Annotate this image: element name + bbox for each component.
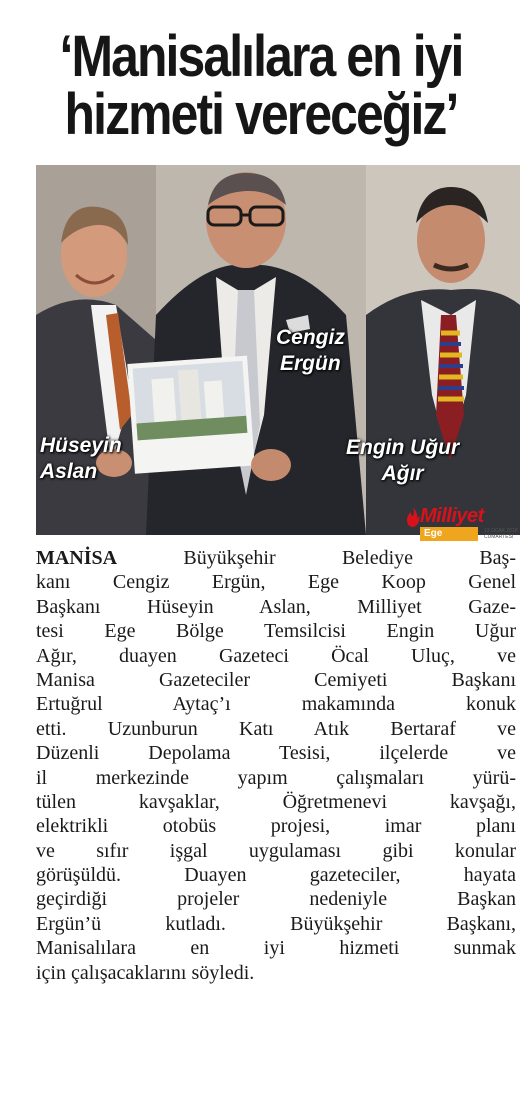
article-line: tesi Ege Bölge Temsilcisi Engin Uğur — [36, 620, 516, 643]
headline-line-2: hizmeti vereceğiz’ — [64, 82, 458, 147]
headline-line-1: ‘Manisalılara en iyi — [59, 24, 463, 89]
article-line: Ergün’ü kutladı. Büyükşehir Başkanı, — [36, 912, 516, 935]
caption-engin-last: Ağır — [381, 462, 424, 485]
article-line: görüşüldü. Duayen gazeteciler, hayata — [36, 864, 516, 887]
caption-cengiz-first: Cengiz — [276, 326, 345, 349]
news-photo — [36, 165, 520, 535]
article-lead: MANİSA — [36, 547, 118, 569]
article-line: ve sıfır işgal uygulaması gibi konular — [36, 839, 516, 862]
article-line: Düzenli Depolama Tesisi, ilçelerde ve — [36, 742, 516, 765]
flame-icon — [406, 507, 420, 527]
article-line-1 — [36, 546, 516, 570]
logo-date — [484, 528, 520, 540]
article-line-1-text: Büyükşehir Belediye Baş- — [117, 547, 516, 569]
logo-date-line-1: 13 OCAK 2018 — [484, 528, 518, 534]
headline — [37, 24, 486, 147]
article-line: etti. Uzunburun Katı Atık Bertaraf ve — [36, 717, 516, 740]
article-line: kanı Cengiz Ergün, Ege Koop Genel — [36, 571, 516, 594]
logo-name: Milliyet — [420, 505, 484, 527]
article-line: Manisalılara en iyi hizmeti sunmak — [36, 937, 516, 960]
caption-engin-first: Engin Uğur — [346, 436, 460, 459]
article-line: il merkezinde yapım çalışmaları yürü- — [36, 766, 516, 789]
article-line: geçirdiği projeler nedeniyle Başkan — [36, 888, 516, 911]
caption-cengiz-ergun — [276, 325, 345, 377]
article-line: Ağır, duayen Gazeteci Öcal Uluç, ve — [36, 644, 516, 667]
article-line: elektrikli otobüs projesi, imar planı — [36, 815, 516, 838]
logo-date-line-2: CUMARTESİ — [484, 534, 514, 540]
caption-cengiz-last: Ergün — [280, 352, 341, 375]
article-line: Manisa Gazeteciler Cemiyeti Başkanı — [36, 668, 516, 691]
caption-engin-ugur-agir — [346, 435, 459, 487]
article-line: tülen kavşaklar, Öğretmenevi kavşağı, — [36, 790, 516, 813]
article-line: Ertuğrul Aytaç’ı makamında konuk — [36, 693, 516, 716]
logo-edition: Ege — [420, 527, 478, 541]
article-body — [36, 546, 516, 985]
caption-huseyin-aslan — [40, 433, 122, 485]
milliyet-ege-logo — [406, 505, 518, 545]
caption-huseyin-first: Hüseyin — [40, 434, 122, 457]
article-line: için çalışacaklarını söyledi. — [36, 961, 255, 984]
article-line: Başkanı Hüseyin Aslan, Milliyet Gaze- — [36, 595, 516, 618]
caption-huseyin-last: Aslan — [40, 460, 98, 483]
